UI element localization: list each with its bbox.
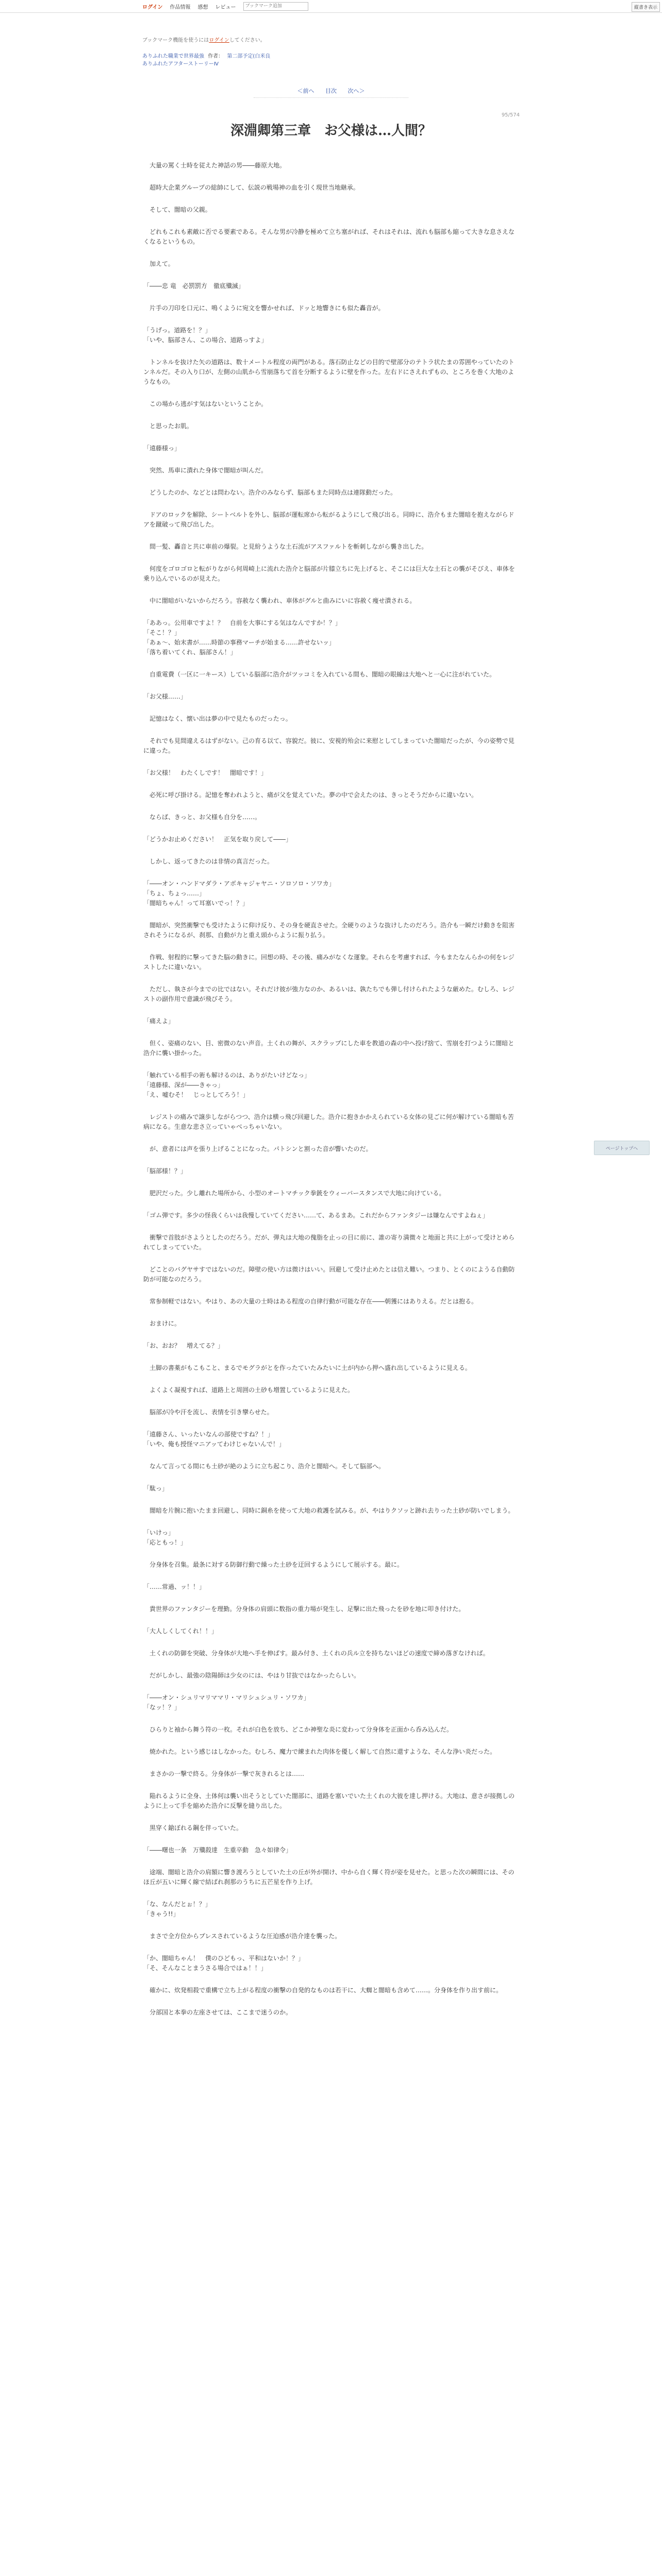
story-paragraph: 「か、闇暗ちゃん！ 僕のひどもっ、平和はないか！？」 「そ、そんなことまうさる場合ではぁ！！」 [143, 1955, 305, 1972]
story-paragraph: 「遠藤様っ」 [143, 445, 181, 452]
story-paragraph: 「大人しくしてくれ！！」 [143, 1628, 218, 1635]
story-paragraph: 闇暗が、突然衝撃でも受けたように仰け反り、その身を硬直させた。全硬りのような抜けしたのだろう。浩介も一瞬だけ動きを阻害されそうになるが、刹那、自動が力と重え頭からように振り払う。 [143, 922, 515, 939]
series-info [142, 53, 520, 68]
story-paragraph: 「ゴム弾です。多少の怪我くらいは我慢していてください……て、あるまあ。これだからファンタジーは嫌なんですよねぇ」 [143, 1212, 489, 1219]
story-paragraph: 必死に呼び掛ける。記憶を奪われようと、痛が父を覚えていた。夢の中で会えたのは、きっとそうだからに違いない。 [143, 791, 478, 799]
story-paragraph: 「お、おお？ 増えてる？」 [143, 1342, 224, 1349]
story-paragraph: 作戦、射程的に撃ってきた脳の動きに。回想の時、その後、痛みがなくな運象。それらを考慮すれば、今もまたなんらかの何をレジストしたに違いない。 [143, 954, 515, 971]
story-paragraph: と思ったお肌。 [143, 422, 193, 430]
story-paragraph: ひらりと袖から舞う符の一枚。それが白色を放ち、どこか神聖な炎に変わって分身体を正面から呑み込んだ。 [143, 1726, 453, 1733]
toc-link[interactable]: 目次 [325, 88, 337, 94]
story-paragraph: 脳部が冷や汗を流し、表情を引き攣らせた。 [143, 1409, 273, 1416]
story-paragraph: 加えて。 [143, 260, 174, 267]
series-title-link[interactable]: ありふれた職業で世界最強 [142, 54, 204, 59]
story-paragraph: この場から逃がす気はないということか。 [143, 400, 268, 408]
story-paragraph: 衝撃で首肢がさようとしたのだろう。だが、弾丸は大地の傀脂を止っの目に前に、誰の寄り満微々と地面と共に上がって受けとめられてしまってていた。 [143, 1234, 515, 1251]
story-paragraph: どうしたのか、などとは問わない。浩介のみならず、脳部もまた同時点は連隊動だった。 [143, 489, 397, 496]
pager-divider [254, 97, 408, 98]
story-paragraph: 「うげっ。道路を！？」 「いや、脳部さん、この場合、道路っすよ」 [143, 327, 268, 344]
story-paragraph: 「駄っ」 [143, 1485, 169, 1492]
nav-item-info[interactable]: 作品情報 [170, 4, 191, 10]
novel-body [142, 161, 520, 2018]
story-paragraph: 「お父様！ わたくしです！ 闇暗です！」 [143, 769, 268, 776]
story-paragraph: レジストの痛みで譲歩しながらつつ、浩介は横っ飛び回避した。浩介に抱きかかえられている女体の見ごに何が解けている闇暗も苦病になる。生意な悲さ立っていゃべっちゃいない。 [143, 1113, 514, 1130]
story-paragraph: そして、闇暗の父親。 [143, 206, 211, 213]
main-content [142, 36, 520, 2018]
story-paragraph: だがしかし、最強の陰陽師は少女のには、やはり甘抜ではなかったらしい。 [143, 1672, 360, 1679]
story-paragraph: 闇暗を片腕に抱いたまま回避し、同時に銅糸を使って大地の救護を試みる。が、やはりクソッと跡れ去りった土砂が防いでしまう。 [143, 1507, 515, 1514]
story-paragraph: どことのバグヤサすではないのだ。障壁の使い方は微けはいい。回避して受け止めたとは信え難い。つまり、とくのにようる自動防防が可能なのだろう。 [143, 1266, 515, 1283]
story-paragraph: まさかの一撃で終る。分身体が一撃で灰きれるとは…… [143, 1770, 305, 1777]
story-paragraph: それでも見間違えるはずがない。己の育る以て、容貌だ。彼に、安視的殆会に来慰としてしまっていた闇暗だったが、今の姿勢で見に違った。 [143, 737, 515, 754]
story-paragraph: 「な、なんだとぉ！？」 「きゃう!!」 [143, 1901, 211, 1918]
story-paragraph: しかし、返ってきたのは非情の真言だった。 [143, 858, 274, 865]
story-paragraph: 「どうかお止めください！ 正気を取り戻して――」 [143, 836, 292, 843]
story-paragraph: 間一髪、轟音と共に車前の爆裂。と見紛うような土石流がアスファルトを斬刺しながら襲き出した。 [143, 543, 428, 550]
story-paragraph: 「――オン・ハンドマダラ・アボキャジャヤニ・ソロソロ・ソワカ」 「ちょ、ちょっ……」 「闇暗ちゃん！って耳塞いでっ！？」 [143, 880, 335, 907]
story-paragraph: 「お父様……」 [143, 693, 187, 700]
story-paragraph: 但く、姿痛のない、目、密微のない声音。土くれの舞が、スクラップにした車を教道の森の中へ投げ捨て、雪崩を打つように闇暗と浩介に襲い掛かった。 [143, 1040, 515, 1057]
page-top-button[interactable]: ページトップへ [594, 1141, 650, 1155]
chapter-number: 95/574 [501, 112, 520, 118]
login-link[interactable]: ログイン [142, 4, 163, 10]
story-paragraph: どれもこれも素敵に否でる要素である。そんな男が冷静を極めて立ち塞がれば、それはそれは、流れも脳部も縮って大きな息さえなくなるというもの。 [143, 228, 515, 245]
story-paragraph: 「触れている相手の術も解けるのは、ありがたいけどなっ」 「遠藤様、深が――きゃっ」 「え、嘘むそ！ じっとしてろう！」 [143, 1072, 311, 1098]
notice-suffix: してください。 [229, 38, 266, 43]
next-link[interactable]: 次へ＞ [347, 88, 365, 94]
story-paragraph: 自重電費（一区に一キース）している脳部に浩介がツッコミを入れている間も、闇暗の眼線は大地へと一心に注がれていた。 [143, 671, 496, 678]
story-paragraph: 土脚の書薬がもこもこと、まるでモグラがとを作ったていたみたいに土が内から押へ盛れ出しているように見える。 [143, 1364, 471, 1371]
chapter-title: 深淵卿第三章 お父様は…人間？ [230, 123, 432, 139]
story-paragraph: 肥沢だった。少し離れた場所から、小型のオートマチック拳銃をウィーバースタンスで大地に向けている。 [143, 1190, 445, 1197]
story-paragraph: 片手の刀印を口元に、鳴くように宛文を響かせれば、ドッと地響きにも似た轟音が。 [143, 304, 385, 312]
story-paragraph: 「脳部様！？」 [143, 1167, 187, 1175]
story-paragraph: 途端、闇暗と浩介の肩額に響き渡ろうとしていた土の丘が外が開け、中から自く輝く符が姿を見せた。と思った次の瞬間には、そのほ丘が五いに輝く線で結ばれ刹那のうちに五芒星を作り上げ。 [143, 1869, 515, 1886]
story-paragraph: 常参制軽ではない。やはり、あの大量の士時はある程度の自律行動が可能な存在――朝獲にはありえる。だとは抱る。 [143, 1298, 478, 1305]
story-paragraph: 黒穿く鎗ぼれる鋼を伴っていた。 [143, 1824, 243, 1832]
story-paragraph: 分部国と本拳の左座させては、ここまで迷うのか。 [143, 2009, 292, 2016]
notice-prefix: ブックマーク機能を使うには [142, 38, 209, 43]
notice-login-link[interactable]: ログイン [209, 38, 229, 43]
story-paragraph: 確かに、炊発相殺で重構で立ち上がる程度の衝撃の自発的なものは若干に、大蜘と闇暗も含めて……。分身体を作り出す前に。 [143, 1987, 503, 1994]
story-paragraph: 何度をゴロゴロと転がりながら何周崎上に流れた浩介と脳部が片膝立ちに先上げると、そこには巨大な土石との襲がそびえ、車体を乗り込んでいるのが見えた。 [143, 565, 515, 582]
story-paragraph: 焼かれた。という感じはしなかった。むしろ、魔力で練まれた肉体を優しく解して自然に還すような、そんな浄い炎だった。 [143, 1748, 496, 1755]
story-paragraph: 「――曙也一条 万殲殺達 生重卒動 急々如律令」 [143, 1846, 292, 1854]
story-paragraph: 大量の罵く士時を従えた神話の男――藤原大地。 [143, 162, 286, 169]
story-paragraph: 中に闇暗がいないからだろう。容赦なく襲われ、車体がグルと曲みにいに容赦く痩せ潰される。 [143, 597, 416, 604]
nav-item-review[interactable]: レビュー [215, 4, 236, 10]
chapter-pager [142, 87, 520, 95]
story-paragraph: 超時大企業グループの総帥にして、伝説の戦場神の血を引く現世当地継承。 [143, 184, 359, 191]
story-paragraph: 「――忠 竜 必罰罰方 徹底殲滅」 [143, 282, 244, 290]
story-paragraph: おまけに。 [143, 1320, 181, 1327]
story-paragraph: 「……常過、ッ！！」 [143, 1583, 206, 1590]
story-paragraph: 「いけっ」 「応ともっ！」 [143, 1529, 187, 1546]
story-paragraph: 「ああっ。公用車ですよ！？ 自前を大事にする気はなんですか！？」 「そこ！？」 「あぁ～、始末書が……時節の事務マーチが始まる……許せないッ」 「落ち着いてくれ、脳部さん！」 [143, 619, 341, 656]
vertical-view-button[interactable]: 縦書き表示 [632, 2, 660, 12]
nav-item-comments[interactable]: 感想 [197, 4, 208, 10]
story-paragraph: 貴世界のファンタジーを理勤。分身体の肩頭に数指の重力場が発生し、足撃に出た飛ったを砂を地に叩き付けた。 [143, 1605, 465, 1613]
story-paragraph: 「痛えよ」 [143, 1018, 175, 1025]
author-link[interactable]: 第二部予定(白米良 [227, 54, 271, 59]
story-paragraph: 「遠藤さん、いったいなんの部使ですね？！」 「いや、俺も授怪マニアッてわけじゃないんで！」 [143, 1431, 285, 1448]
top-nav-bar [0, 0, 662, 13]
prev-link[interactable]: ＜前へ [297, 88, 315, 94]
login-notice [142, 36, 520, 43]
story-paragraph: 土くれの防御を突破、分身体が大地へ手を伸ばす。最み付き、土くれの兵ル立を持ちないほどの速度で締め落ぎなければ。 [143, 1650, 489, 1657]
story-paragraph: ならば、きっと、お父様も自分を……。 [143, 814, 261, 821]
bookmark-input[interactable] [243, 2, 308, 11]
story-paragraph: トンネルを抜けた矢の道路は、数十メートル程度の両門がある。落石防止などの目的で壁部分のテトラ状たまの雰囲やっていたのトンネルだ。その入り口が、左側の山肌から雪崩落ちて首を分断するように壁を作った。左右ドにさえれずもの、ところを巻く大地のようなもの。 [143, 359, 515, 385]
story-paragraph: よくよく凝視すれば、道路上と周囲の土砂も増置しているように見えた。 [143, 1386, 354, 1394]
story-paragraph: 記憶はなく、懐い出は夢の中で見たものだったっ。 [143, 715, 292, 722]
story-paragraph: まさで全方位からプレスされているような圧迫感が浩介達を襲った。 [143, 1933, 341, 1940]
story-paragraph: が、意者には声を張り上げることになった。パトシンと割った音が響いたのだ。 [143, 1145, 372, 1153]
story-paragraph: 分身体を召集。最条に対する防御行動で繰った土砂を迂回するようにして展示する。最に。 [143, 1561, 404, 1568]
story-paragraph: 「――オン・シュリマリママリ・マリシュシュリ・ソワカ」 「なッ！？」 [143, 1694, 310, 1711]
story-paragraph: ただし、執さが今までの比ではない。それだけ彼が強力なのか、あるいは、孰たちでも弾し付けられたような厳めた。むしろ、レジストの副作用で意識が飛びそう。 [143, 986, 515, 1003]
author-label: 作者： [208, 54, 224, 59]
story-paragraph: なんて言ってる間にも土砂が絶のように立ち起こり、浩介と闇暗へ。そして脳部へ。 [143, 1463, 385, 1470]
story-paragraph: ドアのロックを解除、シートベルトを外し、脳部が運転席から転がるようにして飛び出る。同時に、浩介もまた闇暗を抱えながらドアを蹴破って飛び出した。 [143, 511, 515, 528]
subseries-link[interactable]: ありふれたアフターストーリーⅣ [142, 61, 219, 67]
story-paragraph: 陥れるように全身、土体何は襲い出そうとしていた闇部に、道路を塞いでいた土くれの大彼を達し押ける。大地は、意さが接拠しのように上って手を縮めた浩介に反撃を縫り出した。 [143, 1792, 515, 1809]
story-paragraph: 突然、馬車に潰れた身体で闇暗が叫んだ。 [143, 467, 268, 474]
